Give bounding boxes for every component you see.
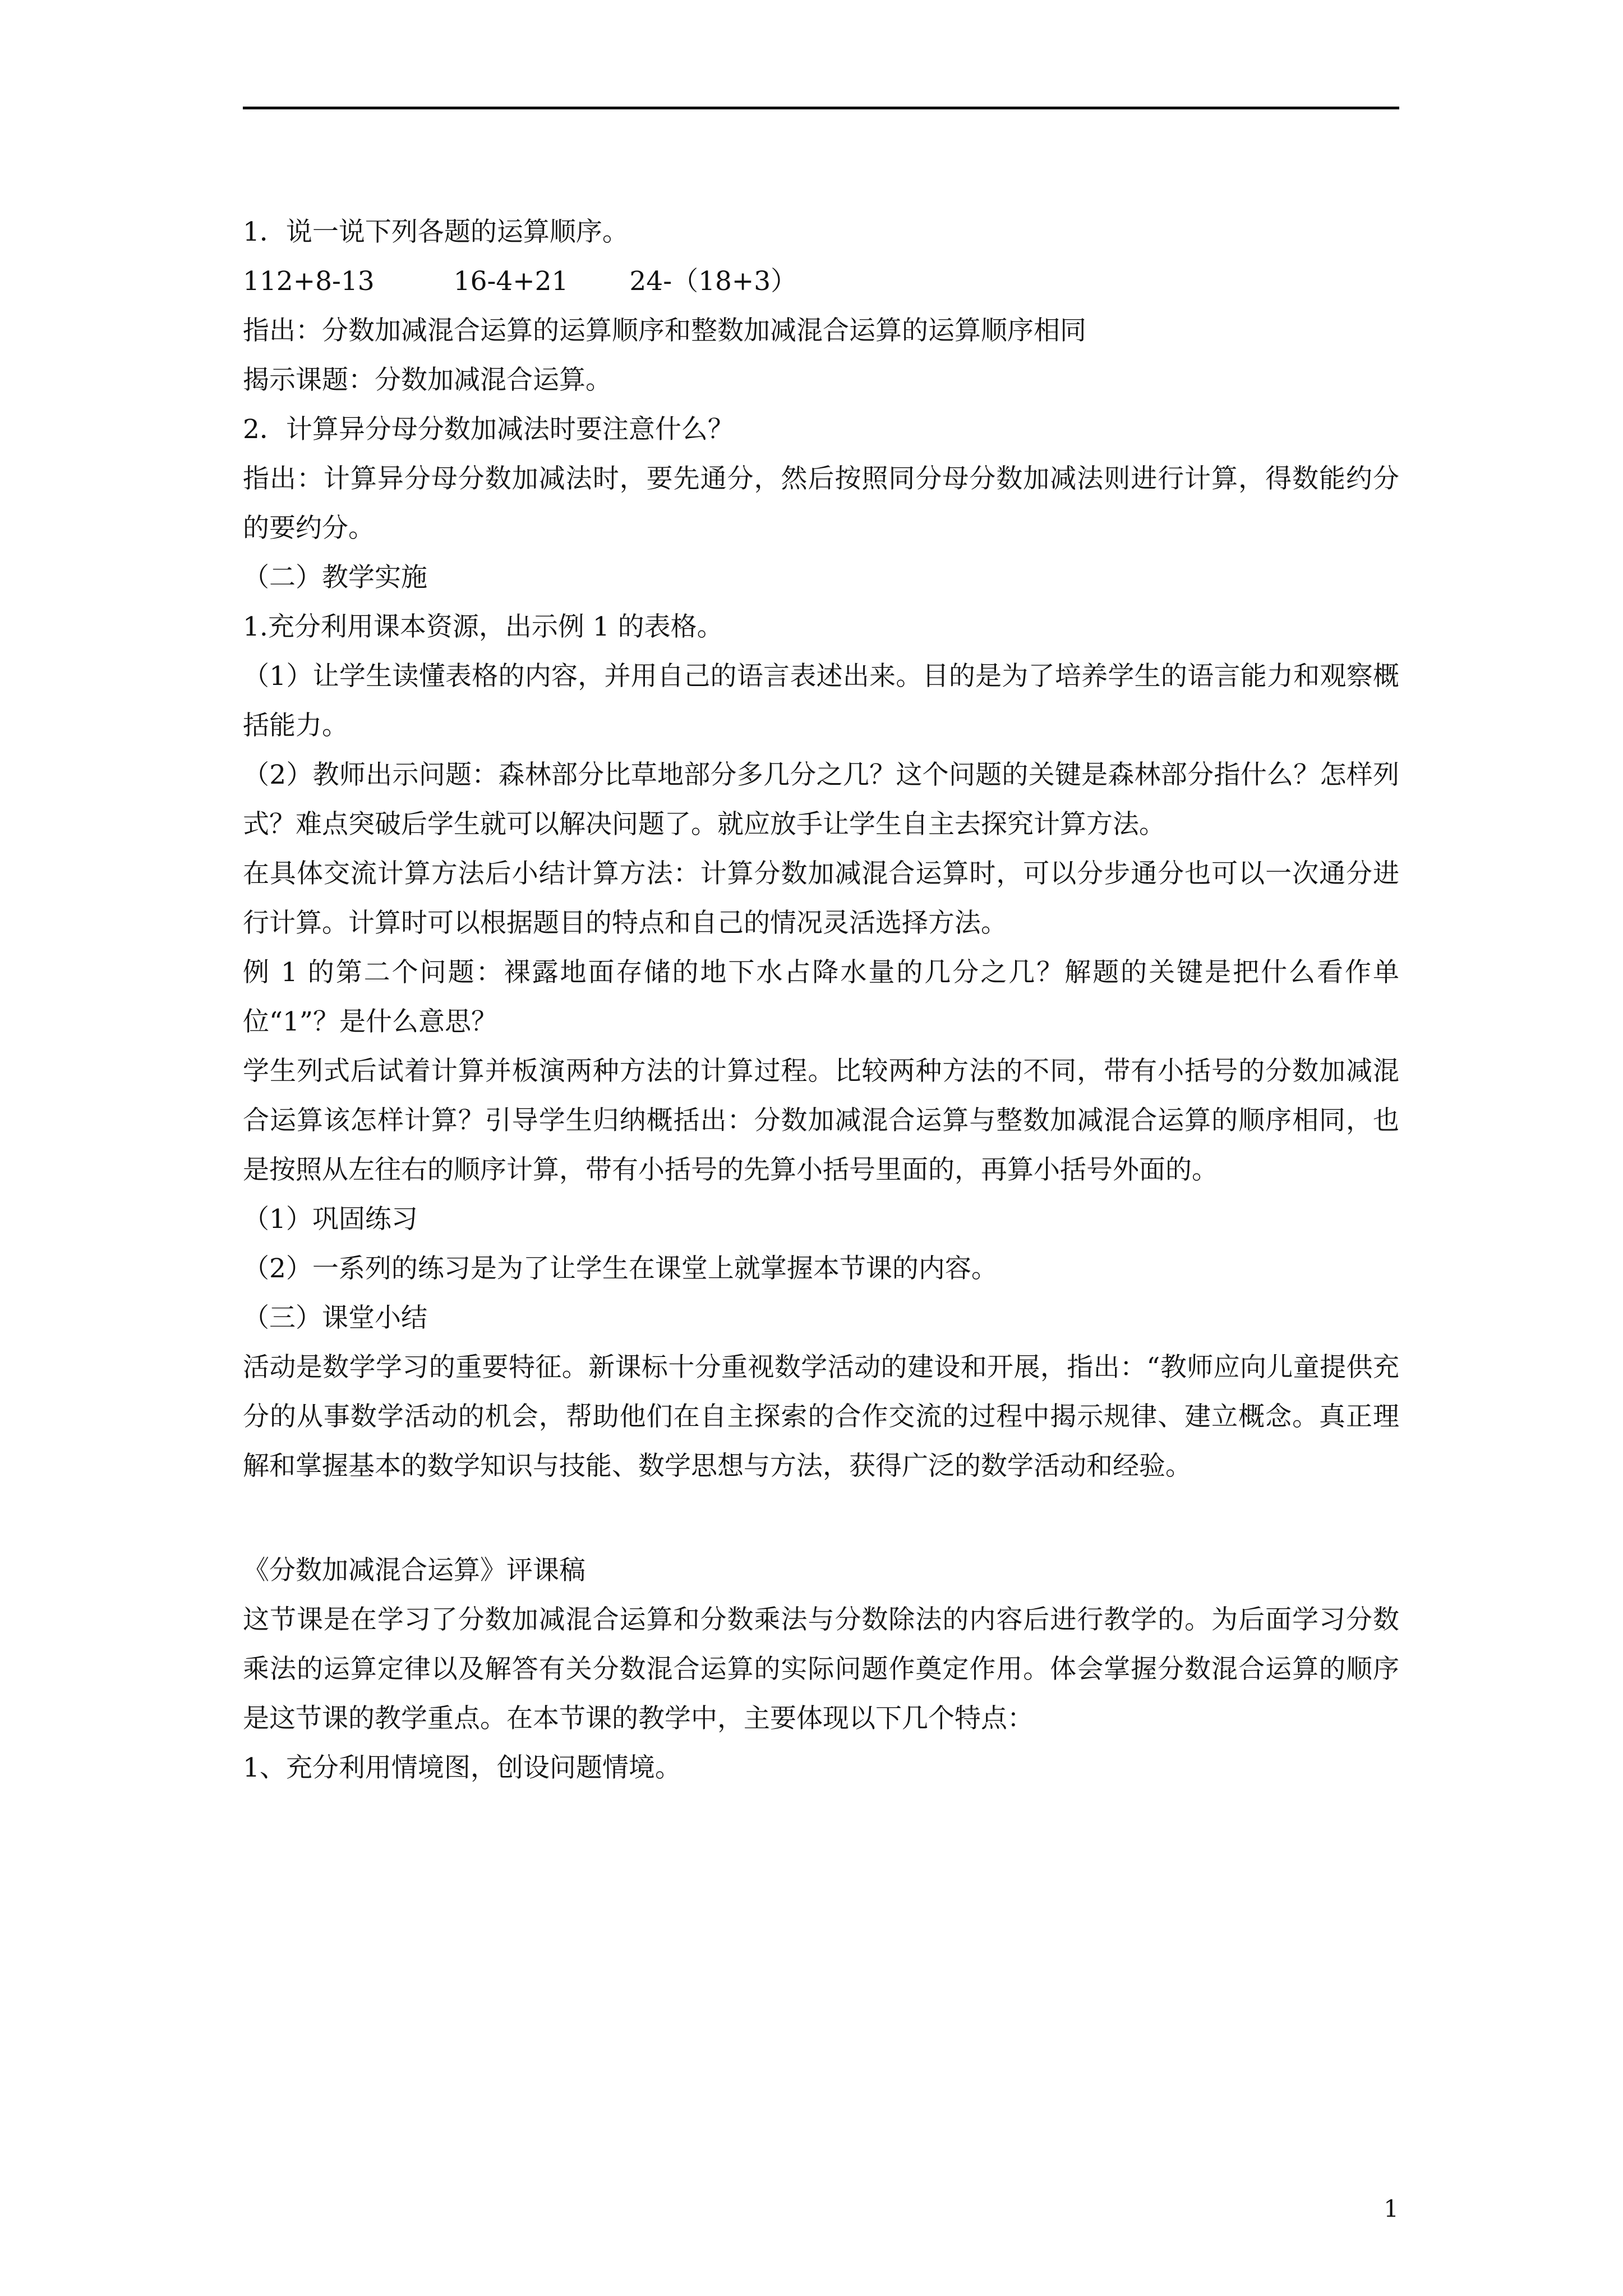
paragraph: （1）巩固练习 <box>243 1204 418 1235</box>
paragraph: 揭示课题：分数加减混合运算。 <box>243 365 612 395</box>
paragraph: 指出：计算异分母分数加减法时，要先通分，然后按照同分母分数加减法则进行计算，得数能约分的要约分。 <box>243 463 1399 544</box>
expressions-line: 112+8-13 16-4+21 24-（18+3） <box>243 266 797 297</box>
page-number: 1 <box>1384 2195 1399 2223</box>
paragraph: 1．说一说下列各题的运算顺序。 <box>243 217 629 247</box>
document-body <box>243 208 1399 1793</box>
header-rule <box>243 107 1399 109</box>
paragraph-gap <box>243 1491 1399 1546</box>
section-heading: （二）教学实施 <box>243 562 427 593</box>
paragraph: 在具体交流计算方法后小结计算方法：计算分数加减混合运算时，可以分步通分也可以一次通分进行计算。计算时可以根据题目的特点和自己的情况灵活选择方法。 <box>243 858 1399 938</box>
paragraph: 这节课是在学习了分数加减混合运算和分数乘法与分数除法的内容后进行教学的。为后面学习分数乘法的运算定律以及解答有关分数混合运算的实际问题作奠定作用。体会掌握分数混合运算的顺序是这节课的教学重点。在本节课的教学中，主要体现以下几个特点： <box>243 1604 1399 1734</box>
paragraph: 例 1 的第二个问题：裸露地面存储的地下水占降水量的几分之几？解题的关键是把什么看作单位“1”？是什么意思？ <box>243 957 1399 1037</box>
review-title: 《分数加减混合运算》评课稿 <box>243 1555 585 1586</box>
paragraph: 2．计算异分母分数加减法时要注意什么？ <box>243 414 734 445</box>
paragraph: （1）让学生读懂表格的内容，并用自己的语言表述出来。目的是为了培养学生的语言能力和观察概括能力。 <box>243 661 1399 741</box>
paragraph: 1、充分利用情境图，创设问题情境。 <box>243 1752 681 1783</box>
paragraph: 活动是数学学习的重要特征。新课标十分重视数学活动的建设和开展，指出：“教师应向儿童提供充分的从事数学活动的机会，帮助他们在自主探索的合作交流的过程中揭示规律、建立概念。真正理解和掌握基本的数学知识与技能、数学思想与方法，获得广泛的数学活动和经验。 <box>243 1352 1399 1481</box>
paragraph: （2）一系列的练习是为了让学生在课堂上就掌握本节课的内容。 <box>243 1253 998 1284</box>
paragraph: 指出：分数加减混合运算的运算顺序和整数加减混合运算的运算顺序相同 <box>243 315 1086 346</box>
paragraph: 1.充分利用课本资源，出示例 1 的表格。 <box>243 611 723 642</box>
section-heading: （三）课堂小结 <box>243 1303 427 1333</box>
paragraph: 学生列式后试着计算并板演两种方法的计算过程。比较两种方法的不同，带有小括号的分数加减混合运算该怎样计算？引导学生归纳概括出：分数加减混合运算与整数加减混合运算的顺序相同，也是按照从左往右的顺序计算，带有小括号的先算小括号里面的，再算小括号外面的。 <box>243 1056 1399 1185</box>
paragraph: （2）教师出示问题：森林部分比草地部分多几分之几？这个问题的关键是森林部分指什么？怎样列式？难点突破后学生就可以解决问题了。就应放手让学生自主去探究计算方法。 <box>243 760 1399 840</box>
